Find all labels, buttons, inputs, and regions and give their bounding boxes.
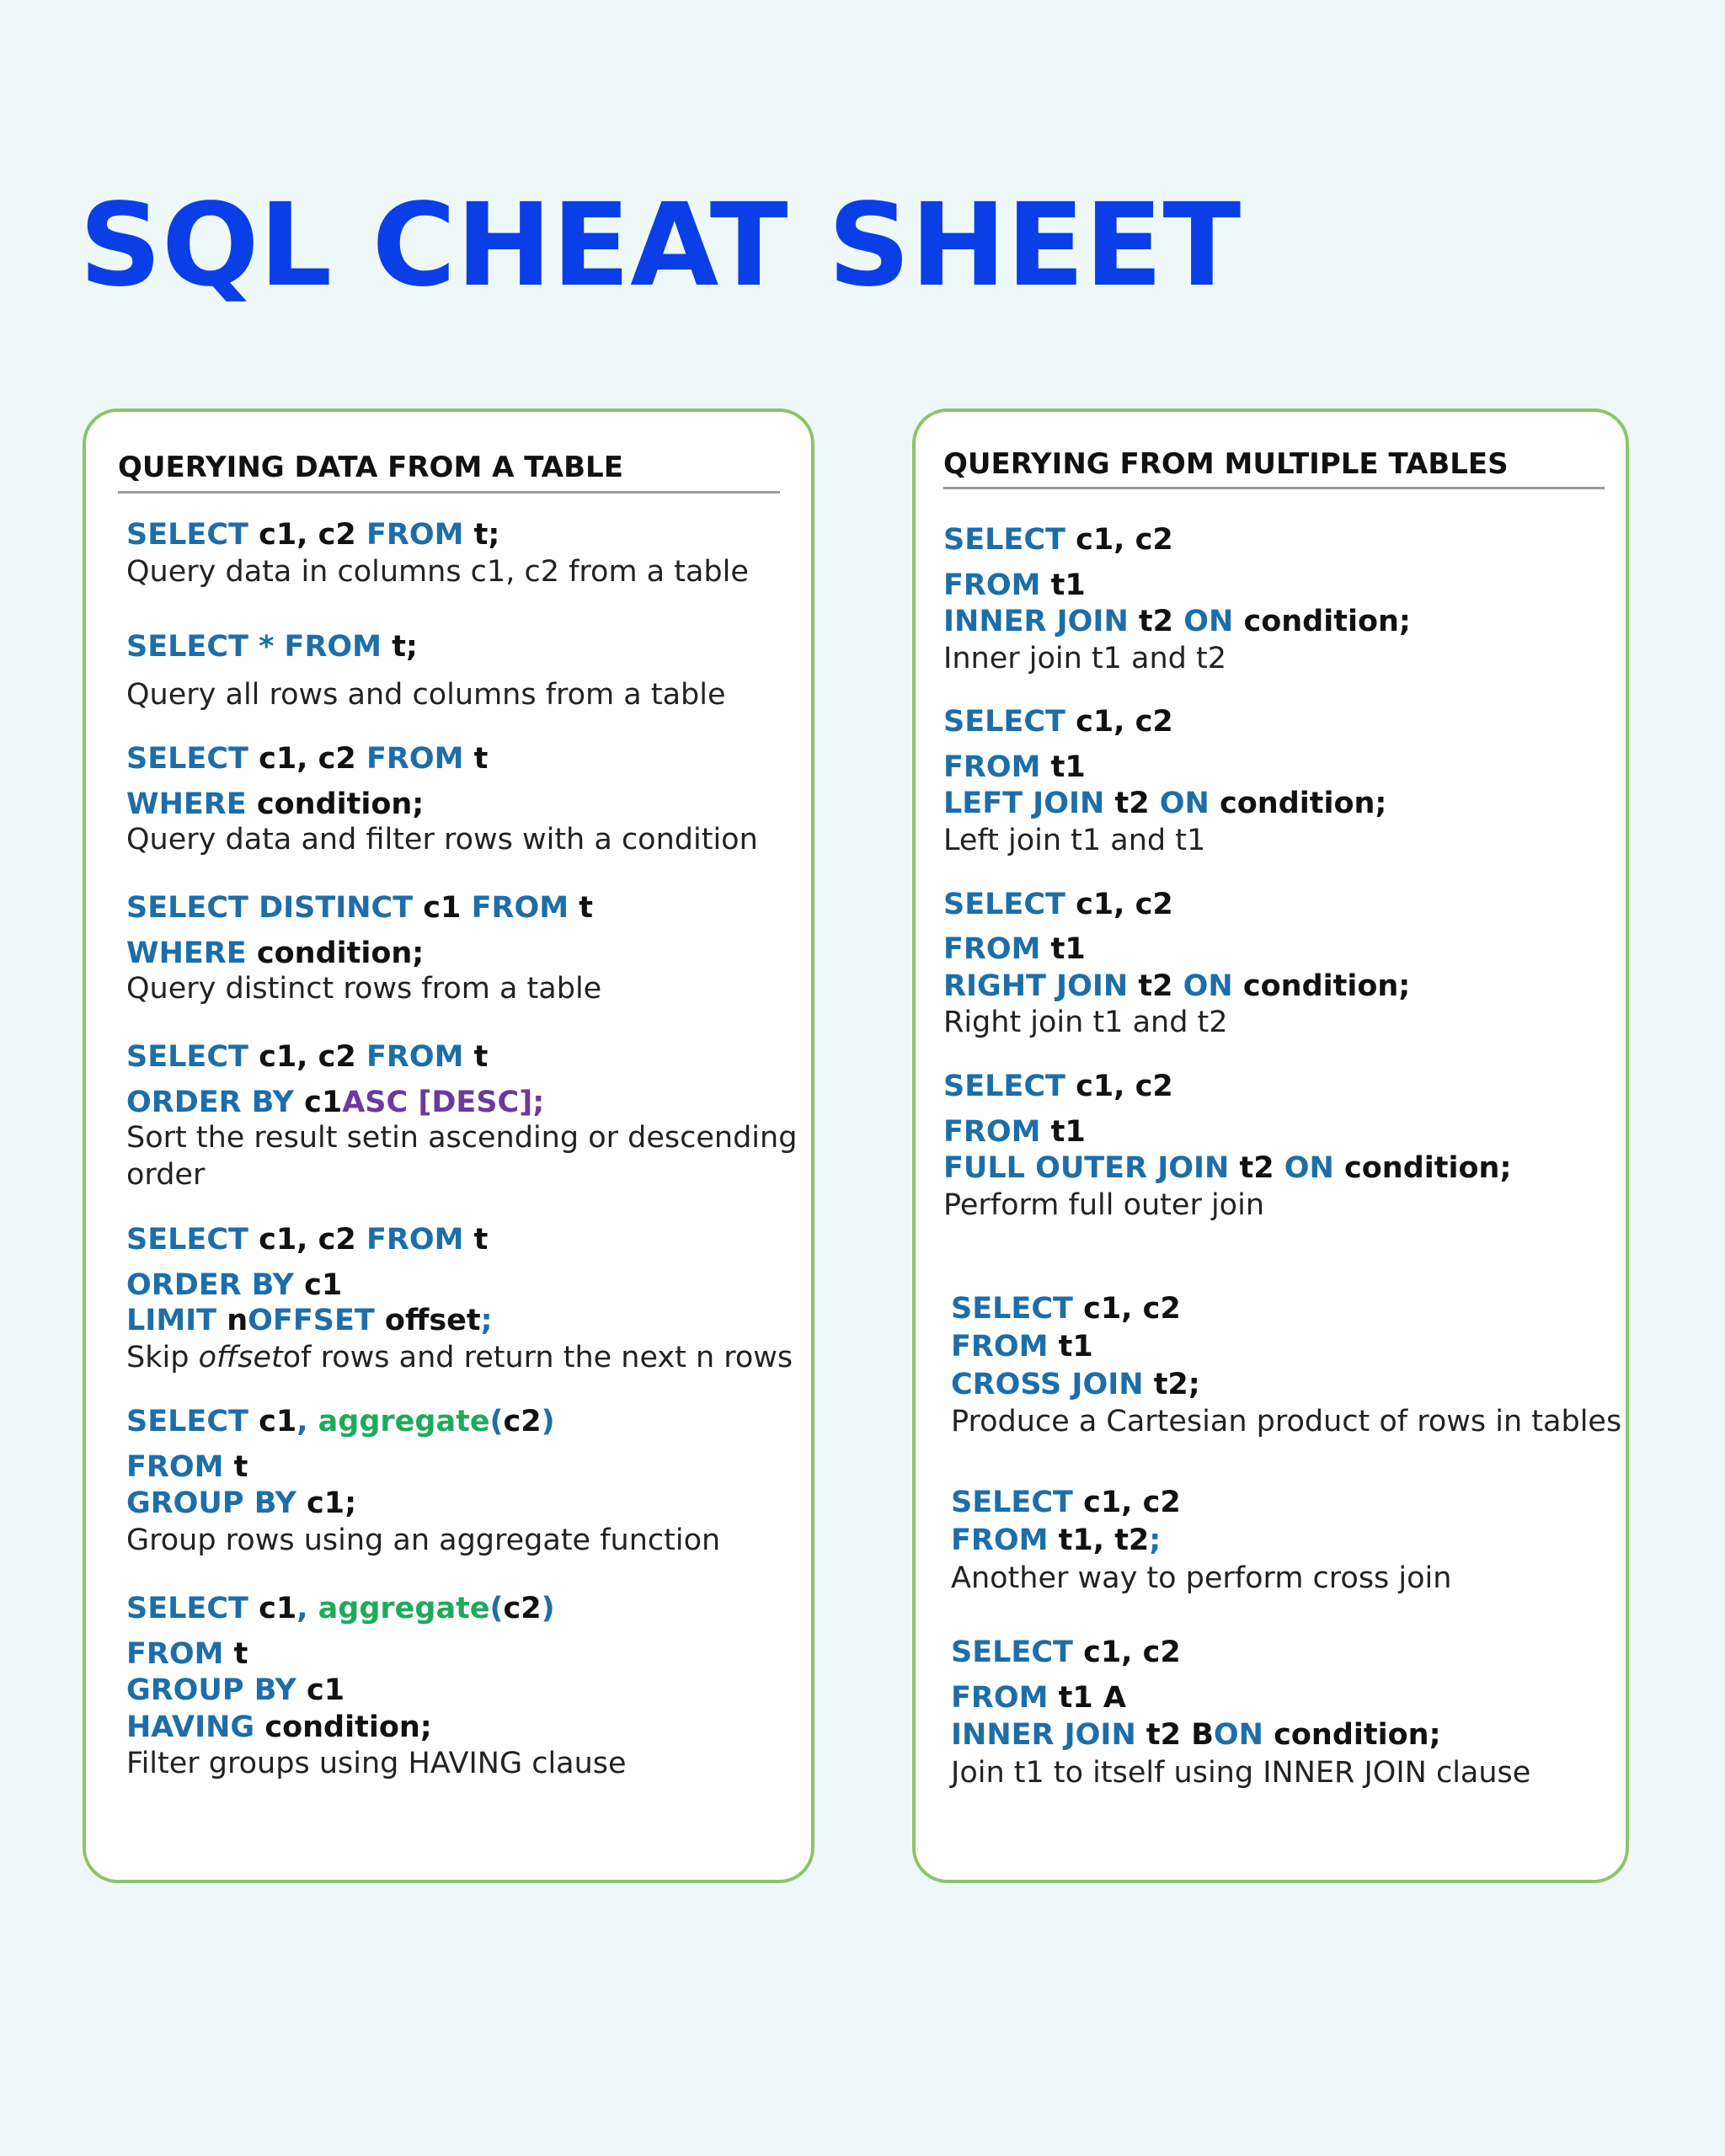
code-line (126, 1084, 544, 1121)
sql-text: condition; (246, 937, 425, 970)
sql-keyword: LEFT JOIN (943, 787, 1105, 820)
sql-keyword: SELECT (951, 1292, 1073, 1326)
sql-text: c1, c2 (248, 742, 366, 776)
sql-text: c2 (503, 1592, 542, 1625)
sql-keyword: FROM (126, 1637, 224, 1671)
description: Left join t1 and t1 (943, 824, 1206, 857)
sql-keyword: ON (1183, 605, 1234, 638)
sql-keyword: SELECT (126, 742, 248, 776)
sql-keyword: FULL OUTER JOIN (943, 1151, 1230, 1185)
description: Join t1 to itself using INNER JOIN clause (951, 1756, 1531, 1790)
description: Sort the result setin ascending or descending (126, 1121, 798, 1155)
code-line (943, 785, 1386, 822)
sql-keyword: HAVING (126, 1710, 255, 1744)
code-line (126, 1709, 432, 1746)
sql-text: c1 (293, 1268, 343, 1302)
sql-keyword: CROSS JOIN (951, 1368, 1144, 1401)
sql-keyword: ON (1159, 787, 1210, 820)
sql-text: t2; (1143, 1368, 1200, 1401)
sql-keyword: ON (1183, 969, 1233, 1003)
sql-keyword: SELECT (943, 523, 1065, 557)
sql-text: condition; (1233, 605, 1411, 638)
sql-text: t2 B (1135, 1718, 1214, 1752)
sql-keyword: WHERE (126, 937, 247, 970)
description: Inner join t1 and t2 (943, 642, 1226, 675)
sql-keyword: ORDER BY (126, 1268, 294, 1302)
sql-keyword: ; (1149, 1524, 1162, 1557)
sql-text: offset (374, 1304, 481, 1337)
sql-keyword: , (296, 1405, 318, 1438)
sql-keyword: ON (1284, 1151, 1334, 1185)
sql-keyword: FROM (366, 1040, 464, 1074)
sql-text: t (463, 1040, 489, 1074)
code-line (943, 749, 1086, 786)
sql-keyword: OFFSET (248, 1304, 375, 1337)
code-line (126, 1403, 555, 1440)
code-line (943, 968, 1410, 1005)
code-line (943, 886, 1173, 923)
sql-text: t (569, 891, 593, 925)
sql-keyword: SELECT (943, 888, 1065, 921)
sql-keyword: ( (489, 1405, 504, 1438)
sql-text: n (216, 1304, 248, 1337)
code-line (126, 935, 424, 972)
sql-text: c1, c2 (1072, 1636, 1181, 1669)
description: Produce a Cartesian product of rows in tables (951, 1405, 1622, 1438)
code-line (126, 740, 488, 777)
sql-keyword: FROM (943, 568, 1041, 602)
sql-keyword: FROM (943, 1115, 1041, 1149)
desc-emphasis: offset (198, 1341, 283, 1374)
sql-keyword: FROM (126, 1450, 224, 1484)
sql-text: condition; (1333, 1151, 1512, 1185)
sql-text: c1, c2 (1065, 705, 1173, 739)
sql-keyword: FROM (951, 1524, 1049, 1557)
description: Another way to perform cross join (951, 1561, 1452, 1595)
sql-keyword: SELECT (951, 1486, 1073, 1519)
sql-text: c1, c2 (1065, 523, 1173, 557)
sql-text: t2 (1128, 969, 1183, 1003)
code-line (126, 516, 499, 553)
querying-multiple-tables-card (912, 408, 1629, 1883)
code-line (126, 1590, 555, 1627)
sql-text: c1, c2 (248, 518, 366, 552)
code-line (951, 1484, 1181, 1521)
sql-text: condition; (246, 787, 425, 821)
sql-keyword: FROM (951, 1330, 1049, 1364)
sql-text: condition; (254, 1710, 432, 1744)
desc-text: Skip (126, 1341, 199, 1374)
description: Query data and filter rows with a condition (126, 823, 758, 857)
sql-keyword: ASC [DESC]; (342, 1086, 545, 1119)
desc-text: of rows and return the next n rows (282, 1341, 793, 1374)
sql-keyword: SELECT (126, 518, 248, 552)
description: Group rows using an aggregate function (126, 1524, 721, 1557)
description: order (126, 1158, 206, 1192)
sql-keyword: FROM (366, 518, 464, 552)
sql-text: t2 (1229, 1151, 1284, 1185)
code-line (951, 1290, 1181, 1327)
description: Right join t1 and t2 (943, 1006, 1228, 1039)
code-line (943, 1068, 1173, 1105)
sql-keyword: SELECT (126, 1040, 248, 1074)
code-line (951, 1679, 1126, 1716)
code-line (951, 1328, 1093, 1365)
description: Query data in columns c1, c2 from a table (126, 555, 749, 589)
sql-keyword: INNER JOIN (943, 605, 1129, 638)
sql-keyword: SELECT DISTINCT (126, 891, 414, 925)
sql-keyword: ( (489, 1592, 504, 1625)
code-line (126, 786, 424, 823)
description: Query all rows and columns from a table (126, 678, 726, 712)
heading-divider (943, 487, 1605, 489)
sql-text: c1 (413, 891, 472, 925)
sql-text: t2 (1128, 605, 1184, 638)
code-line (951, 1634, 1181, 1671)
description: Filter groups using HAVING clause (126, 1747, 627, 1780)
description (126, 1339, 793, 1376)
code-line (943, 567, 1086, 604)
sql-text: t; (382, 630, 418, 664)
code-line (943, 603, 1411, 640)
code-line (126, 1221, 488, 1258)
code-line (943, 1150, 1511, 1187)
sql-text: c1; (296, 1486, 357, 1520)
card-heading: QUERYING FROM MULTIPLE TABLES (943, 447, 1509, 481)
sql-text: condition; (1263, 1718, 1441, 1752)
code-line (943, 703, 1173, 740)
sql-text: t1 (1040, 932, 1086, 966)
sql-keyword: RIGHT JOIN (943, 969, 1129, 1003)
sql-text: t1 A (1048, 1681, 1126, 1715)
code-line (126, 889, 593, 926)
sql-keyword: INNER JOIN (951, 1718, 1136, 1752)
sql-text: t (463, 742, 489, 776)
sql-text: condition; (1209, 787, 1387, 820)
code-line (943, 931, 1086, 968)
sql-text: t2 (1104, 787, 1160, 820)
code-line (126, 1038, 488, 1075)
sql-keyword: ORDER BY (126, 1086, 294, 1119)
code-line (943, 1113, 1086, 1150)
sql-text: t (463, 1223, 489, 1257)
sql-text: c1, c2 (1072, 1292, 1181, 1326)
sql-text: t; (463, 518, 500, 552)
sql-text: t (223, 1637, 248, 1671)
sql-text: t (223, 1450, 248, 1484)
description: Perform full outer join (943, 1188, 1265, 1222)
code-line (126, 1449, 248, 1486)
sql-text: c1 (293, 1086, 343, 1119)
code-line (126, 1485, 356, 1522)
card-heading: QUERYING DATA FROM A TABLE (118, 451, 623, 484)
sql-keyword: , (296, 1592, 318, 1625)
sql-text: t1 (1040, 750, 1086, 784)
sql-keyword: FROM (366, 1223, 464, 1257)
code-line (951, 1716, 1441, 1753)
sql-keyword: WHERE (126, 787, 247, 821)
sql-text: t1 (1048, 1330, 1093, 1364)
sql-keyword: FROM (943, 932, 1041, 966)
sql-keyword: SELECT (943, 705, 1065, 739)
sql-keyword: SELECT (943, 1070, 1065, 1103)
code-line (126, 1672, 344, 1709)
sql-text: c1 (296, 1673, 345, 1707)
sql-text: c1, c2 (248, 1223, 366, 1257)
sql-keyword: GROUP BY (126, 1673, 296, 1707)
sql-keyword: FROM (471, 891, 569, 925)
sql-text: c1, c2 (1065, 888, 1173, 921)
code-line (126, 1267, 342, 1304)
sql-text: c1, c2 (1072, 1486, 1181, 1519)
sql-keyword: ) (541, 1592, 555, 1625)
sql-keyword: ) (541, 1405, 555, 1438)
sql-text: c2 (503, 1405, 542, 1438)
code-line (943, 521, 1173, 558)
description: Query distinct rows from a table (126, 972, 602, 1006)
sql-keyword: FROM (943, 750, 1041, 784)
sql-keyword: SELECT (126, 1223, 248, 1257)
sql-text: c1, c2 (248, 1040, 366, 1074)
code-line (126, 1636, 248, 1673)
code-line (951, 1366, 1200, 1403)
sql-keyword: GROUP BY (126, 1486, 296, 1520)
code-line (126, 628, 418, 665)
sql-text: t1, t2 (1048, 1524, 1150, 1557)
sql-keyword: SELECT (126, 1592, 248, 1625)
sql-keyword: LIMIT (126, 1304, 217, 1337)
sql-keyword: SELECT (951, 1636, 1073, 1669)
sql-keyword: FROM (951, 1681, 1049, 1715)
sql-keyword: SELECT (126, 1405, 248, 1438)
page-title: SQL CHEAT SHEET (79, 179, 1242, 312)
querying-data-from-table-card (83, 408, 814, 1883)
code-line (126, 1302, 493, 1339)
sql-text: condition; (1232, 969, 1411, 1003)
sql-function: aggregate (318, 1592, 490, 1625)
sql-keyword: ON (1213, 1718, 1263, 1752)
sql-text: t1 (1040, 568, 1086, 602)
heading-divider (118, 491, 780, 494)
sql-keyword: ; (480, 1304, 493, 1337)
sql-text: c1 (248, 1405, 297, 1438)
sql-function: aggregate (318, 1405, 490, 1438)
sql-text: c1, c2 (1065, 1070, 1173, 1103)
code-line (951, 1522, 1161, 1559)
sql-text: c1 (248, 1592, 297, 1625)
sql-keyword: SELECT * FROM (126, 630, 382, 664)
sql-keyword: FROM (366, 742, 464, 776)
sql-text: t1 (1040, 1115, 1086, 1149)
